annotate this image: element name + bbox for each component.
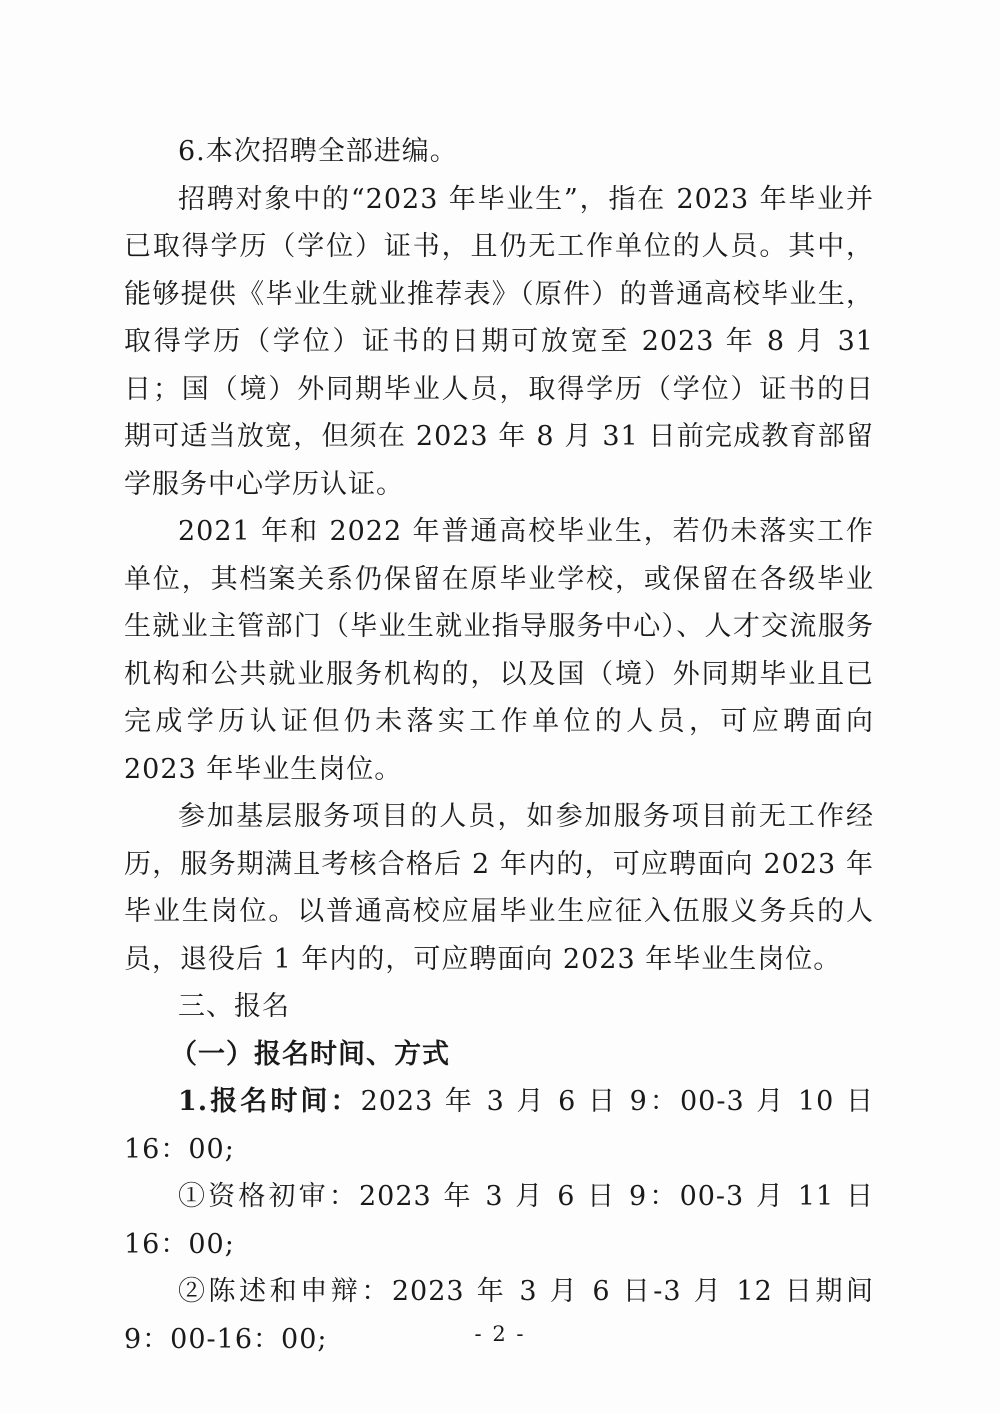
subsection-heading-time-method: （一）报名时间、方式: [170, 1038, 450, 1070]
document-body: [124, 128, 874, 1363]
page-number: - 2 -: [474, 1322, 526, 1346]
paragraph-2021-2022-graduates: 2021 年和 2022 年普通高校毕业生，若仍未落实工作单位，其档案关系仍保留在原毕业学校，或保留在各级毕业生就业主管部门（毕业生就业指导服务中心）、人才交流服务机构和公共就业服务机构的，以及国（境）外同期毕业且已完成学历认证但仍未落实工作单位的人员，可应聘面向 2023 年毕业生岗位。: [124, 516, 874, 785]
registration-time-value: 2023 年 3 月 6 日 9：00-3 月 10 日 16：00;: [124, 1086, 874, 1165]
paragraph-grassroots-service: 参加基层服务项目的人员，如参加服务项目前无工作经历，服务期满且考核合格后 2 年内的，可应聘面向 2023 年毕业生岗位。以普通高校应届毕业生应征入伍服义务兵的人员，退役后 1 年内的，可应聘面向 2023 年毕业生岗位。: [124, 801, 874, 975]
section-heading-registration: 三、报名: [178, 991, 290, 1022]
registration-time-line: [124, 1078, 874, 1173]
paragraph-full-establishment: 6.本次招聘全部进编。: [178, 136, 458, 167]
paragraph-2023-graduates-definition: 招聘对象中的“2023 年毕业生”，指在 2023 年毕业并已取得学历（学位）证书，且仍无工作单位的人员。其中，能够提供《毕业生就业推荐表》（原件）的普通高校毕业生，取得学历（学位）证书的日期可放宽至 2023 年 8 月 31 日；国（境）外同期毕业人员，取得学历（学位）证书的日期可适当放宽，但须在 2023 年 8 月 31 日前完成教育部留学服务中心学历认证。: [124, 183, 874, 500]
statement-appeal-line: ②陈述和申辩：2023 年 3 月 6 日-3 月 12 日期间 9：00-16：00;: [124, 1276, 874, 1355]
qualification-review-line: ①资格初审：2023 年 3 月 6 日 9：00-3 月 11 日 16：00;: [124, 1181, 874, 1260]
registration-time-label: 1.报名时间：: [178, 1086, 361, 1117]
